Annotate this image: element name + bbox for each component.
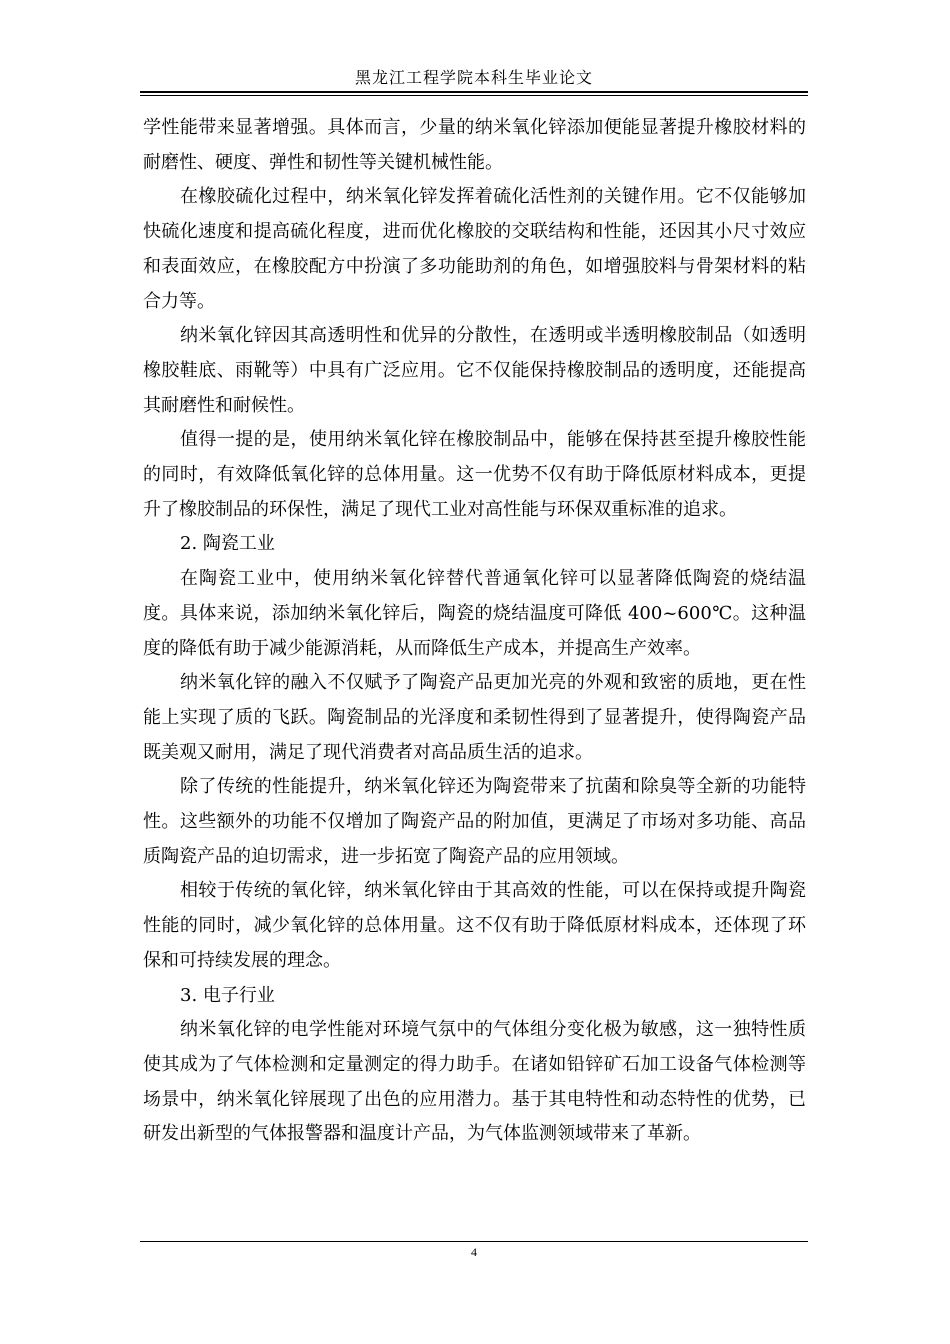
paragraph: 相较于传统的氧化锌，纳米氧化锌由于其高效的性能，可以在保持或提升陶瓷性能的同时，减少氧化锌的总体用量。这不仅有助于降低原材料成本，还体现了环保和可持续发展的理念。: [143, 880, 806, 971]
section-heading: 2. 陶瓷工业: [180, 533, 275, 555]
paragraph: 纳米氧化锌因其高透明性和优异的分散性，在透明或半透明橡胶制品（如透明橡胶鞋底、雨靴等）中具有广泛应用。它不仅能保持橡胶制品的透明度，还能提高其耐磨性和耐候性。: [143, 325, 806, 416]
section-heading: 3. 电子行业: [180, 984, 275, 1006]
body-text: [143, 111, 806, 1152]
paragraph: 纳米氧化锌的电学性能对环境气氛中的气体组分变化极为敏感，这一独特性质使其成为了气体检测和定量测定的得力助手。在诸如铅锌矿石加工设备气体检测等场景中，纳米氧化锌展现了出色的应用潜力。基于其电特性和动态特性的优势，已研发出新型的气体报警器和温度计产品，为气体监测领域带来了革新。: [143, 1019, 806, 1145]
paragraph: 在陶瓷工业中，使用纳米氧化锌替代普通氧化锌可以显著降低陶瓷的烧结温度。具体来说，添加纳米氧化锌后，陶瓷的烧结温度可降低 400~600℃。这种温度的降低有助于减少能源消耗，从而降低生产成本，并提高生产效率。: [143, 568, 806, 659]
header-rule-thick: [140, 91, 808, 93]
running-header: 黑龙江工程学院本科生毕业论文: [354, 68, 593, 87]
page-number: 4: [471, 1245, 477, 1259]
paragraph: 在橡胶硫化过程中，纳米氧化锌发挥着硫化活性剂的关键作用。它不仅能够加快硫化速度和提高硫化程度，进而优化橡胶的交联结构和性能，还因其小尺寸效应和表面效应，在橡胶配方中扮演了多功能助剂的角色，如增强胶料与骨架材料的粘合力等。: [143, 186, 806, 312]
paragraph: 纳米氧化锌的融入不仅赋予了陶瓷产品更加光亮的外观和致密的质地，更在性能上实现了质的飞跃。陶瓷制品的光泽度和柔韧性得到了显著提升，使得陶瓷产品既美观又耐用，满足了现代消费者对高品质生活的追求。: [143, 672, 806, 763]
footer-rule: [140, 1241, 808, 1242]
paragraph: 除了传统的性能提升，纳米氧化锌还为陶瓷带来了抗菌和除臭等全新的功能特性。这些额外的功能不仅增加了陶瓷产品的附加值，更满足了市场对多功能、高品质陶瓷产品的迫切需求，进一步拓宽了陶瓷产品的应用领域。: [143, 776, 806, 867]
header-rule-thin: [140, 95, 808, 96]
paragraph: 值得一提的是，使用纳米氧化锌在橡胶制品中，能够在保持甚至提升橡胶性能的同时，有效降低氧化锌的总体用量。这一优势不仅有助于降低原材料成本，更提升了橡胶制品的环保性，满足了现代工业对高性能与环保双重标准的追求。: [143, 429, 806, 520]
paragraph: 学性能带来显著增强。具体而言，少量的纳米氧化锌添加便能显著提升橡胶材料的耐磨性、硬度、弹性和韧性等关键机械性能。: [143, 117, 806, 173]
